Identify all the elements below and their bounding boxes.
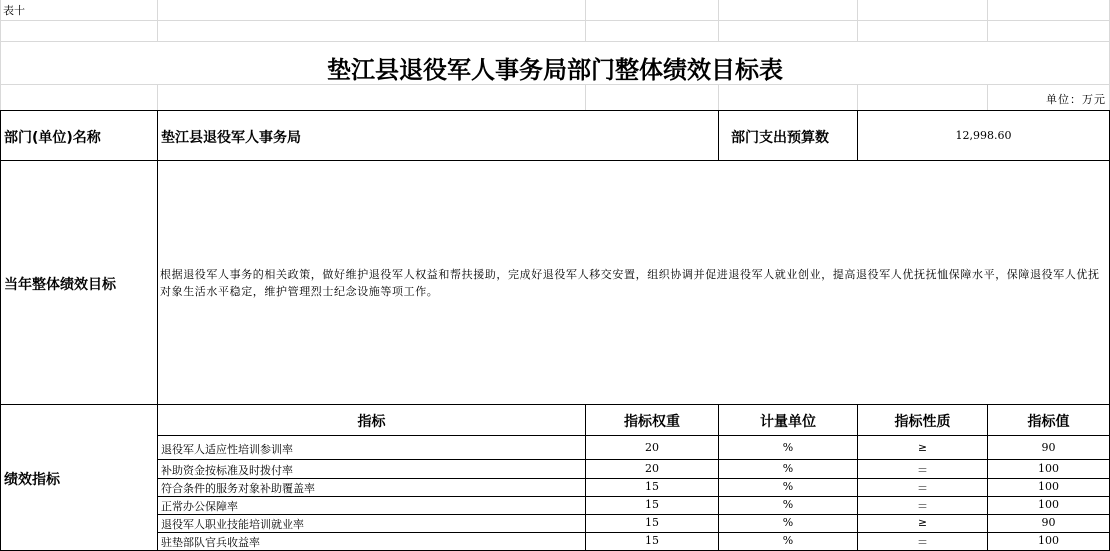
unit-label: 单位：万元 (1046, 93, 1106, 106)
col-header-unit: 计量单位 (760, 414, 816, 430)
indicator-name: 退役军人适应性培训参训率 (161, 443, 293, 456)
table-border (0, 160, 1110, 161)
indicator-nature: ＝ (917, 482, 928, 495)
gridline (0, 41, 1110, 42)
gridline (585, 0, 586, 42)
table-border (0, 404, 1110, 405)
indicator-nature: ＝ (917, 536, 928, 549)
table-border (157, 459, 1110, 460)
gridline (157, 84, 158, 110)
indicator-unit: % (782, 441, 794, 454)
annual-goal-text: 根据退役军人事务的相关政策，做好维护退役军人权益和帮扶援助，完成好退役军人移交安置，组织协调并促进退役军人就业创业，提高退役军人优抚抚恤保障水平，保障退役军人优抚对象生活水平稳定，维护管理烈士纪念设施等项工作。 (160, 268, 1100, 298)
table-border (157, 110, 158, 551)
indicator-weight: 20 (645, 441, 659, 454)
dept-name-value: 垫江县退役军人事务局 (161, 130, 301, 146)
indicator-unit: % (782, 480, 794, 493)
indicator-weight: 15 (645, 480, 659, 493)
gridline (585, 84, 586, 110)
annual-goal-label: 当年整体绩效目标 (4, 277, 116, 293)
indicator-weight: 15 (645, 498, 659, 511)
indicator-value: 90 (1041, 441, 1056, 454)
col-header-indicator: 指标 (357, 414, 386, 430)
table-border (157, 435, 1110, 436)
gridline (857, 0, 858, 42)
indicator-name: 驻垫部队官兵收益率 (161, 536, 260, 549)
indicator-nature: ≥ (917, 516, 928, 529)
indicator-weight: 15 (645, 516, 659, 529)
indicator-value: 100 (1038, 480, 1059, 493)
gridline (857, 84, 858, 110)
indicator-name: 补助资金按标准及时拨付率 (161, 464, 293, 477)
indicator-value: 100 (1038, 534, 1059, 547)
indicator-name: 符合条件的服务对象补助覆盖率 (161, 482, 315, 495)
col-header-weight: 指标权重 (624, 414, 680, 430)
table-border (0, 110, 1, 551)
indicator-unit: % (782, 462, 794, 475)
indicator-weight: 20 (645, 462, 659, 475)
gridline (157, 0, 158, 42)
indicator-unit: % (782, 534, 794, 547)
gridline (0, 20, 1110, 21)
indicator-unit: % (782, 498, 794, 511)
table-border (157, 514, 1110, 515)
gridline (987, 84, 988, 110)
table-border (157, 496, 1110, 497)
gridline (987, 0, 988, 42)
col-header-value: 指标值 (1027, 414, 1070, 430)
indicator-nature: ＝ (917, 500, 928, 513)
indicator-name: 正常办公保障率 (161, 500, 238, 513)
budget-label: 部门支出预算数 (731, 130, 829, 146)
dept-name-label: 部门(单位)名称 (4, 130, 101, 146)
col-header-nature: 指标性质 (894, 414, 951, 430)
table-border (718, 110, 719, 160)
perf-indicators-label: 绩效指标 (4, 472, 60, 488)
indicator-unit: % (782, 516, 794, 529)
sheet-label: 表十 (3, 4, 25, 17)
budget-value: 12,998.60 (955, 129, 1012, 142)
gridline (718, 84, 719, 110)
indicator-weight: 15 (645, 534, 659, 547)
indicator-value: 100 (1038, 462, 1059, 475)
table-border (0, 110, 1110, 111)
table-border (157, 532, 1110, 533)
indicator-nature: ＝ (917, 464, 928, 477)
indicator-name: 退役军人职业技能培训就业率 (161, 518, 304, 531)
table-border (157, 478, 1110, 479)
indicator-value: 100 (1038, 498, 1059, 511)
indicator-nature: ≥ (917, 441, 928, 454)
page-title: 垫江县退役军人事务局部门整体绩效目标表 (327, 56, 783, 84)
indicator-value: 90 (1041, 516, 1056, 529)
gridline (718, 0, 719, 42)
